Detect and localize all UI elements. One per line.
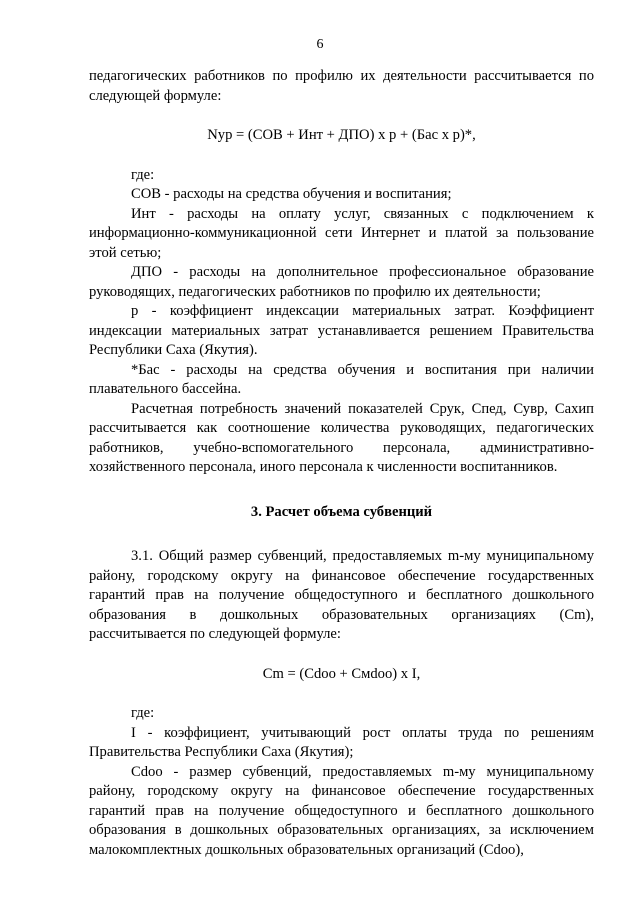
definition-p: р - коэффициент индексации материальных затрат. Коэффициент индексации материальных затрат устанавливается решением Правительства Республики Саха (Якутия). <box>89 303 594 358</box>
where-label-2: где: <box>131 705 155 721</box>
formula-nup: Nуp = (СОВ + Инт + ДПО) х р + (Бас х р)*, <box>207 127 476 143</box>
definition-dpo: ДПО - расходы на дополнительное профессиональное образование руководящих, педагогических работников по профилю их деятельности; <box>89 264 594 300</box>
section-heading: 3. Расчет объема субвенций <box>250 503 433 520</box>
definition-cdoo: Cdoo - размер субвенций, предоставляемых m-му муниципальному району, городскому округу на финансовое обеспечение государственных гарантий прав на получение общедоступного и бесплатного дошкольного образования в дошкольных образовательных организациях, за исключением малокомплектных дошкольных образовательных организаций (Cdoo), <box>89 763 594 858</box>
definition-sov: СОВ - расходы на средства обучения и воспитания; <box>131 186 452 202</box>
definition-int: Инт - расходы на оплату услуг, связанных с подключением к информационно-коммуникационной сети Интернет и платой за пользование этой сетью; <box>89 205 594 261</box>
where-label-1: где: <box>131 166 155 183</box>
page-number: 6 <box>316 37 324 52</box>
paragraph-3-1: 3.1. Общий размер субвенций, предоставляемых m-му муниципальному району, городскому округу на финансовое обеспечение государственных гарантий прав на получение общедоступного и бесплатного дошкольного образования в дошкольных образовательных организациях (Сm), рассчитывается по следующей формуле: <box>89 548 594 642</box>
definition-i: I - коэффициент, учитывающий рост оплаты труда по решениям Правительства Республики Саха (Якутия); <box>89 724 594 760</box>
intro-paragraph: педагогических работников по профилю их деятельности рассчитывается по следующей формуле: <box>89 68 594 104</box>
calculation-need-paragraph: Расчетная потребность значений показателей Срук, Спед, Сувр, Сахип рассчитывается как соотношение количества руководящих, педагогических работников, учебно-вспомогательного персонала, административно-хозяйственного персонала, иного персонала к численности воспитанников. <box>89 400 594 475</box>
document-body <box>89 67 594 860</box>
definition-bas: *Бас - расходы на средства обучения и воспитания при наличии плавательного бассейна. <box>89 361 594 397</box>
formula-cm: Сm = (Cdoo + Cмdoo) х I, <box>262 665 421 682</box>
